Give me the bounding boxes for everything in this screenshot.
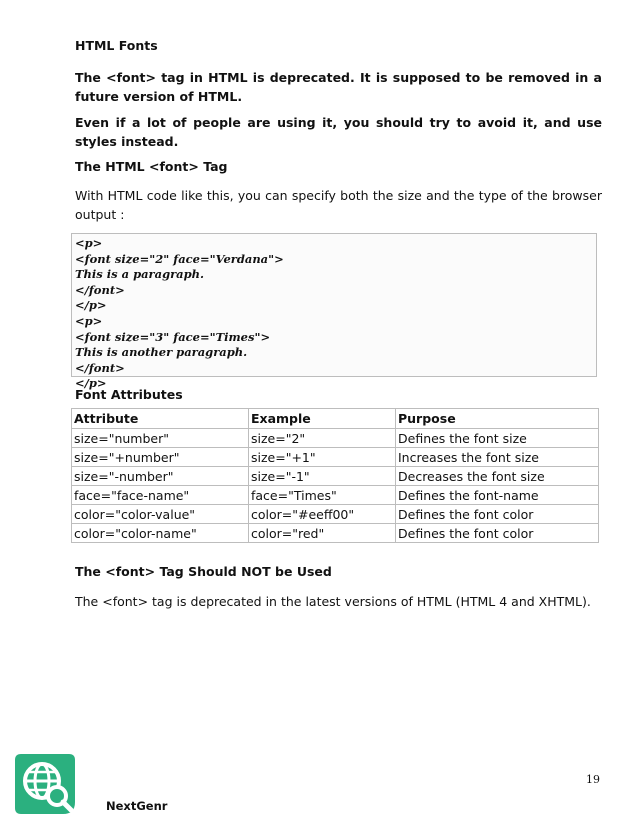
table-row xyxy=(72,429,599,448)
table-cell: size="-1" xyxy=(249,467,396,486)
table-cell: size="+1" xyxy=(249,448,396,467)
globe-magnifier-icon xyxy=(13,752,77,816)
table-cell: color="red" xyxy=(249,524,396,543)
table-cell: size="number" xyxy=(72,429,249,448)
code-line: <p> xyxy=(75,236,103,250)
heading-font-attributes: Font Attributes xyxy=(75,387,183,402)
para-deprecated: The <font> tag in HTML is deprecated. It is supposed to be removed in a future version of HTML. xyxy=(75,70,602,104)
table-header-cell: Attribute xyxy=(72,409,249,429)
table-cell: Defines the font color xyxy=(396,524,599,543)
font-attributes-table xyxy=(71,408,599,543)
table-cell: Increases the font size xyxy=(396,448,599,467)
code-line: This is another paragraph. xyxy=(75,345,248,360)
code-line: </font> xyxy=(75,360,125,375)
table-cell: face="face-name" xyxy=(72,486,249,505)
table-header-cell: Example xyxy=(249,409,396,429)
heading-not-used: The <font> Tag Should NOT be Used xyxy=(75,564,332,579)
table-cell: Defines the font color xyxy=(396,505,599,524)
table-cell: Decreases the font size xyxy=(396,467,599,486)
table-cell: color="color-value" xyxy=(72,505,249,524)
table-row xyxy=(72,467,599,486)
table-cell: Defines the font-name xyxy=(396,486,599,505)
heading-html-fonts: HTML Fonts xyxy=(75,38,158,53)
para-code-intro: With HTML code like this, you can specify both the size and the type of the browser output : xyxy=(75,188,602,222)
table-cell: size="-number" xyxy=(72,467,249,486)
para-not-used: The <font> tag is deprecated in the latest versions of HTML (HTML 4 and XHTML). xyxy=(75,594,591,609)
code-line: </p> xyxy=(75,298,107,313)
table-cell: color="color-name" xyxy=(72,524,249,543)
table-cell: size="2" xyxy=(249,429,396,448)
table-header-row xyxy=(72,409,599,429)
page-number: 19 xyxy=(586,773,600,786)
table-row xyxy=(72,448,599,467)
code-example-box xyxy=(71,233,597,391)
para-avoid: Even if a lot of people are using it, you should try to avoid it, and use styles instead. xyxy=(75,115,602,149)
table-cell: face="Times" xyxy=(249,486,396,505)
table-cell: size="+number" xyxy=(72,448,249,467)
table-row xyxy=(72,505,599,524)
table-header-cell: Purpose xyxy=(396,409,599,429)
brand-name: NextGenr xyxy=(106,799,168,813)
code-line: This is a paragraph. xyxy=(75,267,205,282)
code-line: <font size="3" face="Times"> xyxy=(75,329,271,344)
code-line: </p> xyxy=(75,376,107,391)
code-line: <p> xyxy=(75,313,103,328)
table-cell: Defines the font size xyxy=(396,429,599,448)
table-row xyxy=(72,486,599,505)
code-line: <font size="2" face="Verdana"> xyxy=(75,251,284,266)
table-cell: color="#eeff00" xyxy=(249,505,396,524)
code-line: </font> xyxy=(75,282,125,297)
heading-font-tag: The HTML <font> Tag xyxy=(75,159,228,174)
table-row xyxy=(72,524,599,543)
